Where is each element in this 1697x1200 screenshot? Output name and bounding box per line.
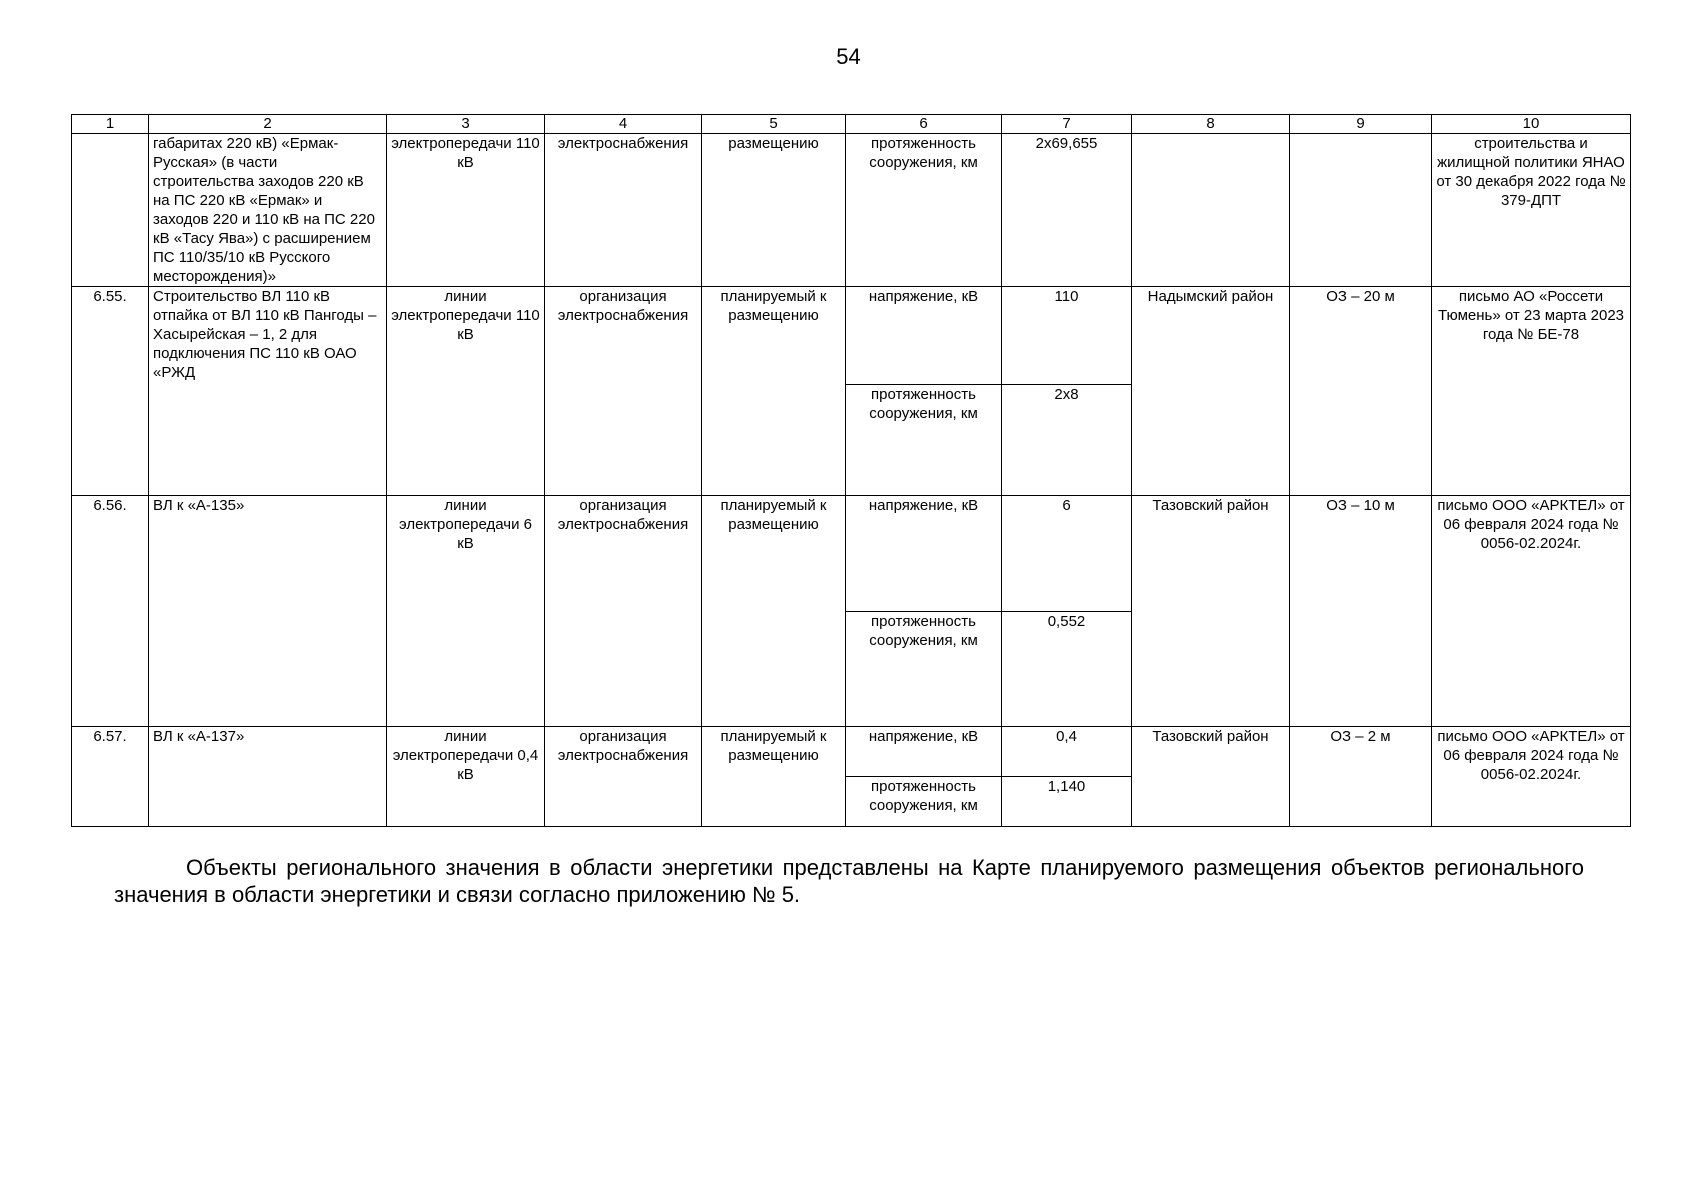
object-status: планируемый к размещению — [702, 287, 846, 496]
param-label: напряжение, кВ — [846, 727, 1002, 777]
object-zone — [1290, 134, 1432, 287]
object-name: ВЛ к «А-135» — [149, 496, 387, 727]
page-number: 54 — [836, 44, 861, 69]
param-label: протяженность сооружения, км — [846, 134, 1002, 287]
object-location: Тазовский район — [1132, 727, 1290, 827]
object-status: планируемый к размещению — [702, 496, 846, 727]
footnote-paragraph — [114, 854, 1584, 908]
footnote-text: Объекты регионального значения в области энергетики представлены на Карте планируемого размещения объектов регионального значения в области энергетики и связи согласно приложению № 5. — [114, 855, 1584, 907]
object-basis: письмо АО «Россети Тюмень» от 23 марта 2023 года № БЕ-78 — [1432, 287, 1631, 496]
param-value: 0,4 — [1002, 727, 1132, 777]
row-number — [72, 134, 149, 287]
object-name: Строительство ВЛ 110 кВ отпайка от ВЛ 110 кВ Пангоды – Хасырейская – 1, 2 для подключения ПС 110 кВ ОАО «РЖД — [149, 287, 387, 496]
object-purpose: организация электроснабжения — [545, 287, 702, 496]
table-row — [72, 287, 1631, 385]
column-header: 6 — [846, 115, 1002, 134]
object-type: линии электропередачи 6 кВ — [387, 496, 545, 727]
param-value: 1,140 — [1002, 777, 1132, 827]
param-value: 6 — [1002, 496, 1132, 612]
table-row — [72, 496, 1631, 612]
row-number: 6.56. — [72, 496, 149, 727]
object-name: габаритах 220 кВ) «Ермак-Русская» (в части строительства заходов 220 кВ на ПС 220 кВ «Ермак» и заходов 220 и 110 кВ на ПС 220 кВ «Тасу Ява») с расширением ПС 110/35/10 кВ Русского месторождения)» — [149, 134, 387, 287]
param-label: протяженность сооружения, км — [846, 612, 1002, 727]
object-name: ВЛ к «А-137» — [149, 727, 387, 827]
object-location — [1132, 134, 1290, 287]
object-zone: ОЗ – 2 м — [1290, 727, 1432, 827]
column-header: 10 — [1432, 115, 1631, 134]
param-label: протяженность сооружения, км — [846, 777, 1002, 827]
objects-table — [71, 114, 1631, 827]
object-status: размещению — [702, 134, 846, 287]
object-location: Тазовский район — [1132, 496, 1290, 727]
object-zone: ОЗ – 10 м — [1290, 496, 1432, 727]
param-value: 2х69,655 — [1002, 134, 1132, 287]
column-header: 5 — [702, 115, 846, 134]
object-purpose: электроснабжения — [545, 134, 702, 287]
object-purpose: организация электроснабжения — [545, 727, 702, 827]
param-value: 0,552 — [1002, 612, 1132, 727]
object-basis: письмо ООО «АРКТЕЛ» от 06 февраля 2024 года № 0056-02.2024г. — [1432, 496, 1631, 727]
object-basis: письмо ООО «АРКТЕЛ» от 06 февраля 2024 года № 0056-02.2024г. — [1432, 727, 1631, 827]
param-label: напряжение, кВ — [846, 287, 1002, 385]
table-row — [72, 134, 1631, 287]
object-basis: строительства и жилищной политики ЯНАО от 30 декабря 2022 года № 379-ДПТ — [1432, 134, 1631, 287]
column-header: 1 — [72, 115, 149, 134]
row-number: 6.57. — [72, 727, 149, 827]
param-label: протяженность сооружения, км — [846, 385, 1002, 496]
object-zone: ОЗ – 20 м — [1290, 287, 1432, 496]
object-location: Надымский район — [1132, 287, 1290, 496]
column-header: 7 — [1002, 115, 1132, 134]
column-header: 4 — [545, 115, 702, 134]
column-header: 2 — [149, 115, 387, 134]
column-header: 3 — [387, 115, 545, 134]
object-status: планируемый к размещению — [702, 727, 846, 827]
param-value: 110 — [1002, 287, 1132, 385]
table-row — [72, 727, 1631, 777]
row-number: 6.55. — [72, 287, 149, 496]
param-value: 2х8 — [1002, 385, 1132, 496]
table-header-row — [72, 115, 1631, 134]
object-purpose: организация электроснабжения — [545, 496, 702, 727]
object-type: линии электропередачи 0,4 кВ — [387, 727, 545, 827]
object-type: электропередачи 110 кВ — [387, 134, 545, 287]
object-type: линии электропередачи 110 кВ — [387, 287, 545, 496]
column-header: 9 — [1290, 115, 1432, 134]
param-label: напряжение, кВ — [846, 496, 1002, 612]
column-header: 8 — [1132, 115, 1290, 134]
